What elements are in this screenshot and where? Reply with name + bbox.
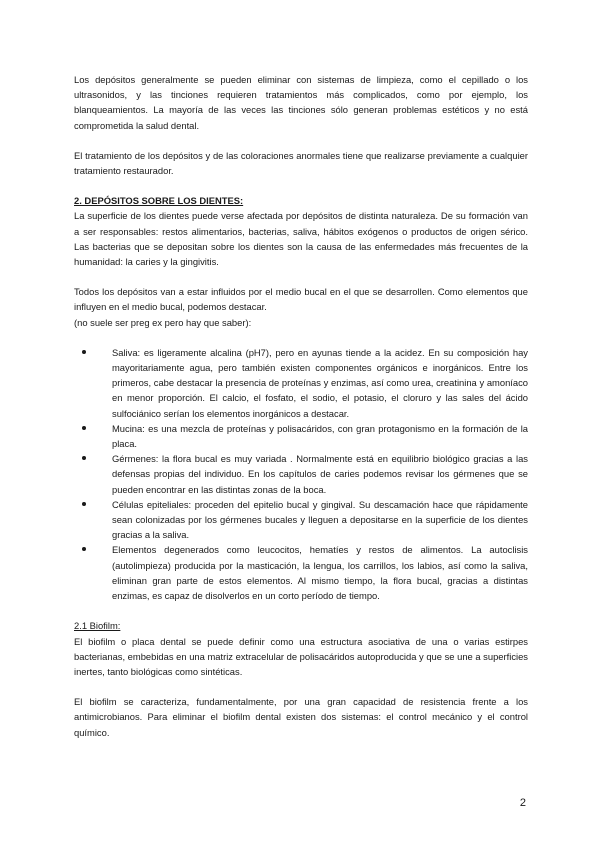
section-2-1-heading: 2.1 Biofilm: xyxy=(74,620,121,632)
list-item: Saliva: es ligeramente alcalina (pH7), pero en ayunas tiende a la acidez. En su composición hay mayoritariamente agua, pero también existen componentes orgánicos e inorgánicos. Entre los primeros, cabe destacar la presencia de proteínas y enzimas, así como urea, creatinina y amoníaco en menor proporción. El calcio, el fosfato, el sodio, el potasio, el cloruro y las sales del ácido sulfociánico serían los elementos inorgánicos a destacar. xyxy=(82,345,528,421)
bullet-icon xyxy=(82,547,86,551)
section-2-heading: 2. DEPÓSITOS SOBRE LOS DIENTES: xyxy=(74,195,244,207)
list-item: Células epiteliales: proceden del epitelio bucal y gingival. Su descamación hace que rápidamente sean colonizadas por los gérmenes bucales y lleguen a depositarse en la superficie de los dientes gracias a la saliva. xyxy=(82,497,528,543)
section-2-1-paragraph-2: El biofilm se caracteriza, fundamentalmente, por una gran capacidad de resistencia frente a los antimicrobianos. Para eliminar el biofilm dental existen dos sistemas: el control mecánico y el control químico. xyxy=(74,696,528,738)
list-item: Gérmenes: la flora bucal es muy variada . Normalmente está en equilibrio biológico gracias a las defensas propias del individuo. En los capítulos de caries podemos revisar los gérmenes que se pueden encontrar en las distintas zonas de la boca. xyxy=(82,451,528,497)
bullet-icon xyxy=(82,456,86,460)
bullet-icon xyxy=(82,502,86,506)
bullet-icon xyxy=(82,350,86,354)
section-2-1-paragraph-1: El biofilm o placa dental se puede definir como una estructura asociativa de una o varias estirpes bacterianas, embebidas en una matriz extracelular de polisacáridos autoproducida y que se une a superficies inertes, tanto biológicas como sintéticas. xyxy=(74,635,528,677)
list-item: Elementos degenerados como leucocitos, hematíes y restos de alimentos. La autoclisis (autolimpieza) producida por la masticación, la lengua, los carrillos, los labios, así como la saliva, eliminan gran parte de estos elementos. Al mismo tiempo, la flora bucal, gracias a distintas enzimas, es capaz de disolverlos en un corto período de tiempo. xyxy=(82,542,528,603)
intro-paragraph-2: El tratamiento de los depósitos y de las coloraciones anormales tiene que realizarse previamente a cualquier tratamiento restaurador. xyxy=(74,149,528,177)
section-2-paragraph-2: Todos los depósitos van a estar influidos por el medio bucal en el que se desarrollen. Como elementos que influyen en el medio bucal, podemos destacar. xyxy=(74,286,528,313)
list-item: Mucina: es una mezcla de proteínas y polisacáridos, con gran protagonismo en la formación de la placa. xyxy=(82,421,528,451)
section-2-note: (no suele ser preg ex pero hay que saber): xyxy=(74,316,252,328)
section-2-paragraph-1: La superficie de los dientes puede verse afectada por depósitos de distinta naturaleza. De su formación van a ser responsables: restos alimentarios, bacterias, saliva, hábitos exógenos o productos de origen sérico. Las bacterias que se depositan sobre los dientes son la causa de las enfermedades más frecuentes de la humanidad: la caries y la gingivitis. xyxy=(74,210,528,268)
bullet-icon xyxy=(82,426,86,430)
document-body xyxy=(74,72,528,740)
influencing-elements-list xyxy=(74,345,528,603)
page-number: 2 xyxy=(519,797,526,809)
intro-paragraph-1: Los depósitos generalmente se pueden eliminar con sistemas de limpieza, como el cepillado o los ultrasonidos, y las tinciones requieren tratamientos más complicados, como por ejemplo, los blanqueamientos. La mayoría de las veces las tinciones sólo generan problemas estéticos y no está comprometida la salud dental. xyxy=(74,74,528,131)
